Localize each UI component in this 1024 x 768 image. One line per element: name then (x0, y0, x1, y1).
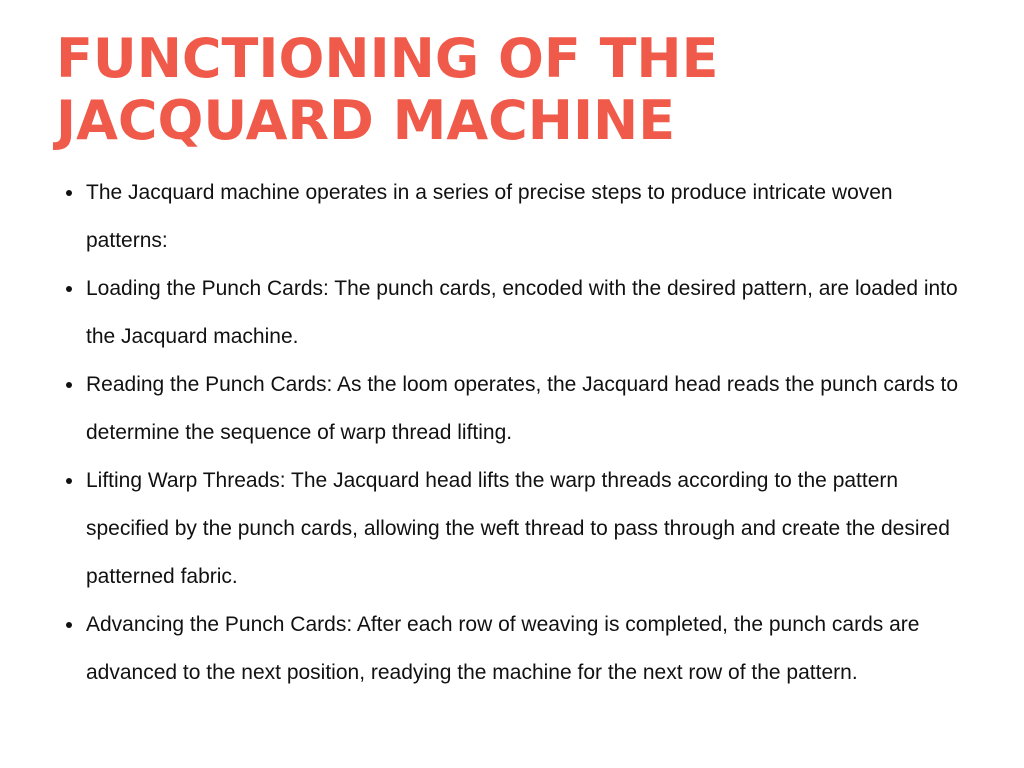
bullet-dot-icon (66, 478, 72, 484)
bullet-text: Advancing the Punch Cards: After each row of weaving is completed, the punch cards are advanced to the next position, readying the machine for the next row of the pattern. (86, 613, 920, 684)
bullet-text: Lifting Warp Threads: The Jacquard head lifts the warp threads according to the pattern specified by the punch cards, allowing the weft thread to pass through and create the desired patterned fabric. (86, 469, 950, 588)
bullet-text: Loading the Punch Cards: The punch cards, encoded with the desired pattern, are loaded into the Jacquard machine. (86, 277, 958, 348)
bullet-item-lifting (64, 457, 964, 601)
bullet-text: The Jacquard machine operates in a series of precise steps to produce intricate woven patterns: (86, 181, 893, 252)
bullet-item-advancing (64, 601, 964, 697)
bullet-dot-icon (66, 382, 72, 388)
bullet-list (64, 169, 964, 697)
bullet-item-loading (64, 265, 964, 361)
bullet-dot-icon (66, 286, 72, 292)
bullet-text: Reading the Punch Cards: As the loom operates, the Jacquard head reads the punch cards to determine the sequence of warp thread lifting. (86, 373, 959, 444)
bullet-dot-icon (66, 622, 72, 628)
slide-title: FUNCTIONING OF THE JACQUARD MACHINE (56, 27, 719, 152)
bullet-dot-icon (66, 190, 72, 196)
bullet-item-intro (64, 169, 964, 265)
bullet-item-reading (64, 361, 964, 457)
